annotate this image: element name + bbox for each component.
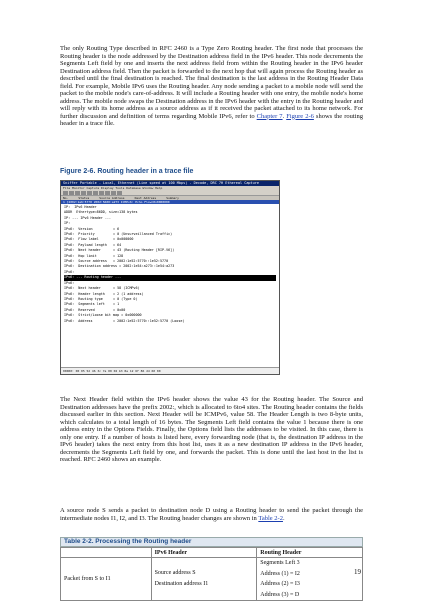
toolbar-icon [105,191,110,195]
toolbar-icon [63,191,68,195]
decode-line: IPv6: Routing type = 0 (Type 0) [64,296,138,301]
decode-line: IPv6: Flow label = 0x000000 [64,237,134,242]
figure-caption: Figure 2-6. Routing header in a trace file [60,168,194,175]
paragraph-routing-type [60,45,363,128]
toolbar-icon [75,191,80,195]
window-title: Sniffer Portable - Local, Ethernet (Line speed at 100 Mbps) - Decode, DRC 7H Ethereal Capture [61,181,279,186]
address-2: Address (2) = I3 [260,581,300,587]
paragraph-next-header: The Next Header field within the IPv6 header shows the value 43 for the Routing header. The Source and Destination addresses have the prefix 2002:, which is allocated to 6to4 sites. The Routing header contains the fields discussed earlier in this section. Next Header will be ICMPv6, value 58. The Header Length is two 8-byte units, which calculates to a total length of 16 bytes. The Segments Left field contains the value 1 because there is one address entry in the Options Fields. Finally, the Options field lists the addresses to be visited. In this case, there is only one entry. If a number of hosts is listed here, every forwarding node (that is, the destination IP address in the IPv6 header) takes the next entry from this host list, uses it as a new destination IP address in the IPv6 header, decrements the Segments Left field by one, and forwards the packet. This is done until the last host in the list is reached. RFC 2460 shows an example. [60,396,363,463]
decode-line: IP: [64,221,71,226]
column-header: Status [78,196,90,200]
decode-line: IPv6: Next header = 58 (ICMPv6) [64,286,140,291]
decode-line: IP: --- IPv6 Header --- [64,215,111,220]
column-header: Dest Address [134,196,157,200]
decode-line: IPv6: Header length = 2 (1 address) [64,291,144,296]
ipv6-source: Source address S [154,570,196,576]
toolbar-icon [99,191,104,195]
decode-line: IPv6: Strict/Loose bit map = 0x000000 [64,313,142,318]
paragraph-source-node [60,507,363,522]
paragraph-text: shows the routing header in a trace file. [60,112,363,127]
link-table-2-2[interactable]: Table 2-2 [258,514,283,522]
column-header: Summary [166,196,179,200]
decode-line: IPv6: Reserved = 0x00 [64,307,126,312]
routing-table [60,547,363,601]
toolbar-icon [93,191,98,195]
decode-line: IPv6: Hop limit = 128 [64,253,124,258]
address-1: Address (1) = I2 [260,570,300,577]
link-chapter-7[interactable]: Chapter 7 [256,112,283,120]
toolbar-icon [69,191,74,195]
decode-line: IP: IPv6 Header [64,205,97,209]
paragraph-text: The only Routing Type described in RFC 2460 is a Type Zero Routing header. The first node that processes the Routing header is the node addressed by the Destination address field in the IPv6 header. This node decrements the Segments Left field by one and inserts the next address field from within the Routing header in the IPv6 header Destination address field. Then the packet is forwarded to the next hop that will again process the Routing header as described until the final destination is reached. The final destination is the last address in the Routing Header Data field. For example, Mobile IPv6 uses the Routing header. Any node sending a packet to a mobile node will send the packet to the mobile node's care-of-address. It will include a Routing header with one entry, the mobile node's home address. The mobile node swaps the Destination address in the IPv6 header with the entry in the Routing header and will reply with its home address as a source address as if it received the packet attached to its home network. For further discussion and definition of terms regarding Mobile IPv6, refer to [60,45,363,120]
decode-line: IPv6: Destination address = 2002:1e54:a273::1e54:a273 [64,264,175,269]
ipv6-header-cell [151,558,257,601]
decode-line: IPv6: Payload length = 64 [64,242,122,247]
link-figure-2-6[interactable]: Figure 2-6 [286,112,314,120]
table-header-row [61,548,363,558]
decode-line: IPv6: [64,280,75,285]
decode-line: IPv6: Segments left = 1 [64,302,120,307]
selected-packet-row: 1 [2002:1a6:5770 2002:5600:a273 ICMPv6: Echo Flow=0x0000000 [61,200,279,204]
table-header: Routing Header [257,548,363,558]
table-caption: Table 2-2. Processing the Routing header [60,537,363,547]
ipv6-destination: Destination address I1 [154,581,209,587]
column-header: Source Address [99,196,125,200]
table-header [61,548,152,558]
row-label: Packet from S to I1 [61,558,152,601]
hex-pane: 00000: 00 05 5d 46 3c 7a 00 02 b3 8e 12 6f 86 dd 60 00 [61,367,279,374]
decode-line: ADDR Ethertype=86DD, size=138 bytes [64,210,138,215]
decode-line: IPv6: [64,269,75,274]
table-header: IPv6 Header [151,548,257,558]
paragraph-text: . [282,514,285,522]
menu-bar: File Monitor Capture Display Tools Database Window Help [61,186,279,190]
decode-line: IPv6: Version = 6 [64,226,120,231]
toolbar-icon [81,191,86,195]
decode-line: IPv6: --- Routing header --- [64,275,276,280]
decode-pane [61,204,279,325]
decode-line: IPv6: Next header = 43 (Routing Header [RIP-V6]) [64,248,175,253]
paragraph-text: A source node S sends a packet to destination node D using a Routing header to send the packet through the intermediate nodes I1, I2, and I3. The Routing header changes are shown in [60,507,363,522]
decode-line: IPv6: Priority = 0 (Unsurveillanced Traffic) [64,232,173,237]
table-row [61,558,363,601]
column-header: No. [63,196,69,200]
decode-line: IPv6: Source address = 2002:1e52:5770::1e52:5770 [64,259,169,264]
paragraph-text: . [282,112,287,120]
segments-left: Segments Left 3 [260,560,300,566]
toolbar-icon [87,191,92,195]
toolbar-icon [117,191,122,195]
trace-file-screenshot [60,180,280,375]
page-number: 19 [354,568,361,576]
decode-line: IPv6: Address = 2002:1e52:5770::1e52:5770 (Loose) [64,318,185,323]
toolbar-icon [111,191,116,195]
routing-header-cell [257,558,363,601]
address-3: Address (3) = D [260,591,300,598]
